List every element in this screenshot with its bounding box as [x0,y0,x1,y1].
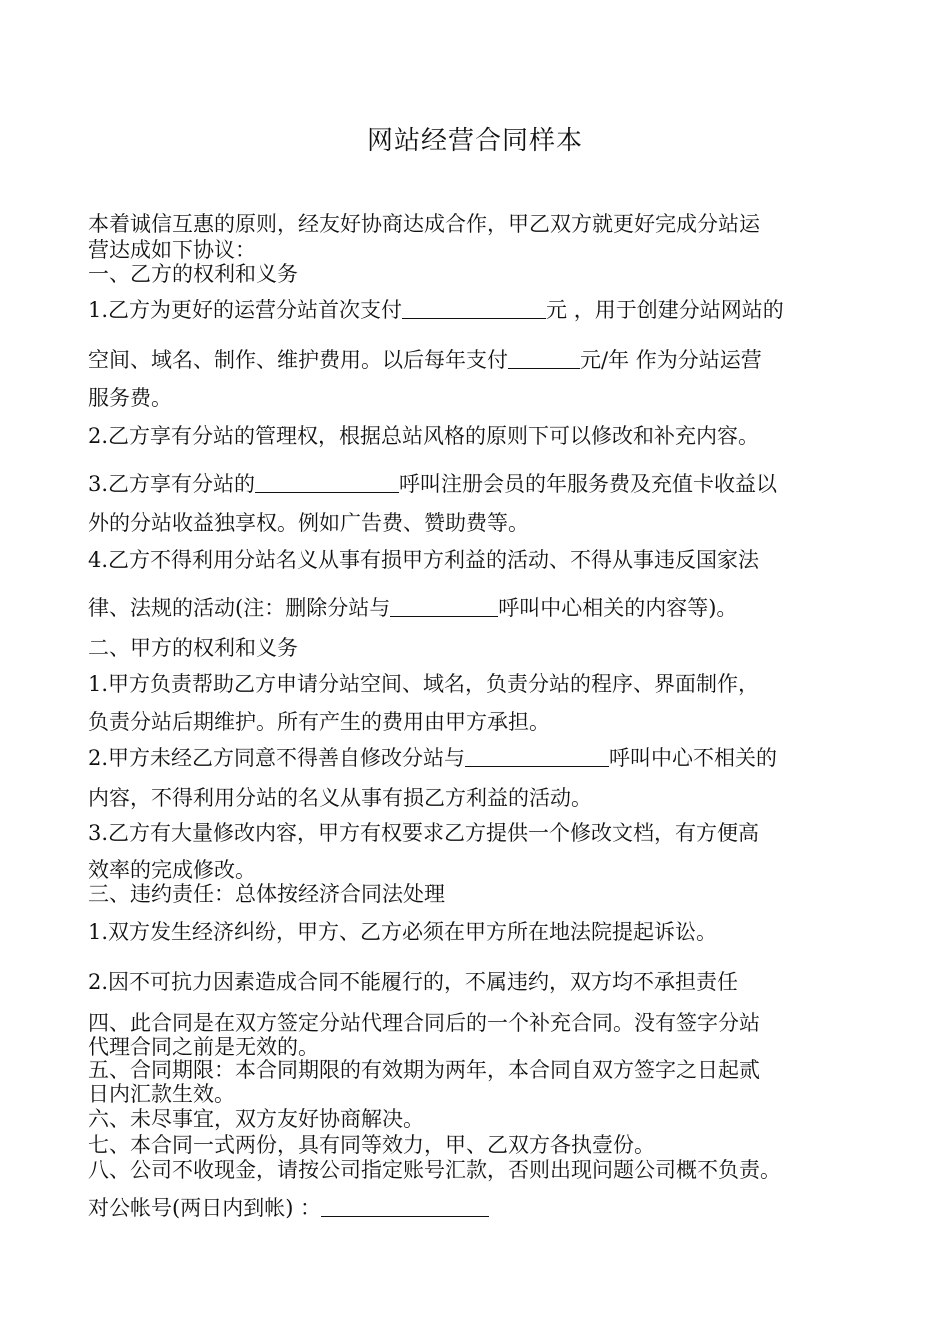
clause-line [88,472,868,496]
clause-line: 3.乙方有大量修改内容，甲方有权要求乙方提供一个修改文档，有方便高 [88,821,760,845]
clause-text: 空间、域名、制作、维护费用。以后每年支付 [88,348,508,372]
text-line: 效率的完成修改。 [88,858,256,882]
section-heading: 三、违约责任：总体按经济合同法处理 [88,882,445,906]
text-line: 日内汇款生效。 [88,1082,235,1106]
clause-text: 呼叫中心不相关的 [609,746,778,770]
clause-line: 2.乙方享有分站的管理权，根据总站风格的原则下可以修改和补充内容。 [88,424,760,448]
account-line [88,1196,868,1220]
section-heading: 七、本合同一式两份，具有同等效力，甲、乙双方各执壹份。 [88,1133,655,1157]
clause-line: 4.乙方不得利用分站名义从事有损甲方利益的活动、不得从事违反国家法 [88,548,760,572]
clause-text: 呼叫中心相关的内容等)。 [498,596,738,620]
clause-line [88,746,868,770]
clause-line [88,596,868,620]
account-blank[interactable] [321,1196,489,1217]
text-line: 代理合同之前是无效的。 [88,1035,319,1059]
clause-line [88,298,868,322]
fill-in-blank[interactable] [390,596,498,617]
text-line: 外的分站收益独享权。例如广告费、赞助费等。 [88,511,529,535]
text-line: 内容，不得利用分站的名义从事有损乙方利益的活动。 [88,786,592,810]
clause-text: 1.乙方为更好的运营分站首次支付 [88,298,403,322]
clause-text: 呼叫注册会员的年服务费及充值卡收益以 [399,472,778,496]
clause-text: 元 ，用于创建分站网站的 [546,298,784,322]
document-title: 网站经营合同样本 [366,126,583,156]
fill-in-blank[interactable] [402,298,546,319]
text-line: 本着诚信互惠的原则，经友好协商达成合作，甲乙双方就更好完成分站运 [88,212,760,236]
clause-text: 元/年 作为分站运营 [580,348,762,372]
fill-in-blank[interactable] [465,746,609,767]
section-heading: 四、此合同是在双方签定分站代理合同后的一个补充合同。没有签字分站 [88,1011,760,1035]
clause-text: 律、法规的活动(注：删除分站与 [88,596,391,620]
section-heading: 八、公司不收现金，请按公司指定账号汇款，否则出现问题公司概不负责。 [88,1158,781,1182]
account-label: 对公帐号(两日内到帐) ： [88,1196,322,1220]
section-heading: 二、甲方的权利和义务 [88,636,298,660]
section-heading: 六、未尽事宜，双方友好协商解决。 [88,1107,424,1131]
text-line: 负责分站后期维护。所有产生的费用由甲方承担。 [88,710,550,734]
fill-in-blank[interactable] [255,472,399,493]
section-heading: 五、合同期限：本合同期限的有效期为两年，本合同自双方签字之日起贰 [88,1058,760,1082]
text-line: 营达成如下协议： [88,238,256,262]
text-line: 服务费。 [88,386,172,410]
clause-text: 2.甲方未经乙方同意不得善自修改分站与 [88,746,466,770]
clause-line: 2.因不可抗力因素造成合同不能履行的，不属违约，双方均不承担责任 [88,970,739,994]
clause-text: 3.乙方享有分站的 [88,472,256,496]
fill-in-blank[interactable] [508,348,580,369]
clause-line: 1.甲方负责帮助乙方申请分站空间、域名，负责分站的程序、界面制作， [88,672,760,696]
section-heading: 一、乙方的权利和义务 [88,262,298,286]
clause-line: 1.双方发生经济纠纷，甲方、乙方必须在甲方所在地法院提起诉讼。 [88,920,718,944]
clause-line [88,348,868,372]
